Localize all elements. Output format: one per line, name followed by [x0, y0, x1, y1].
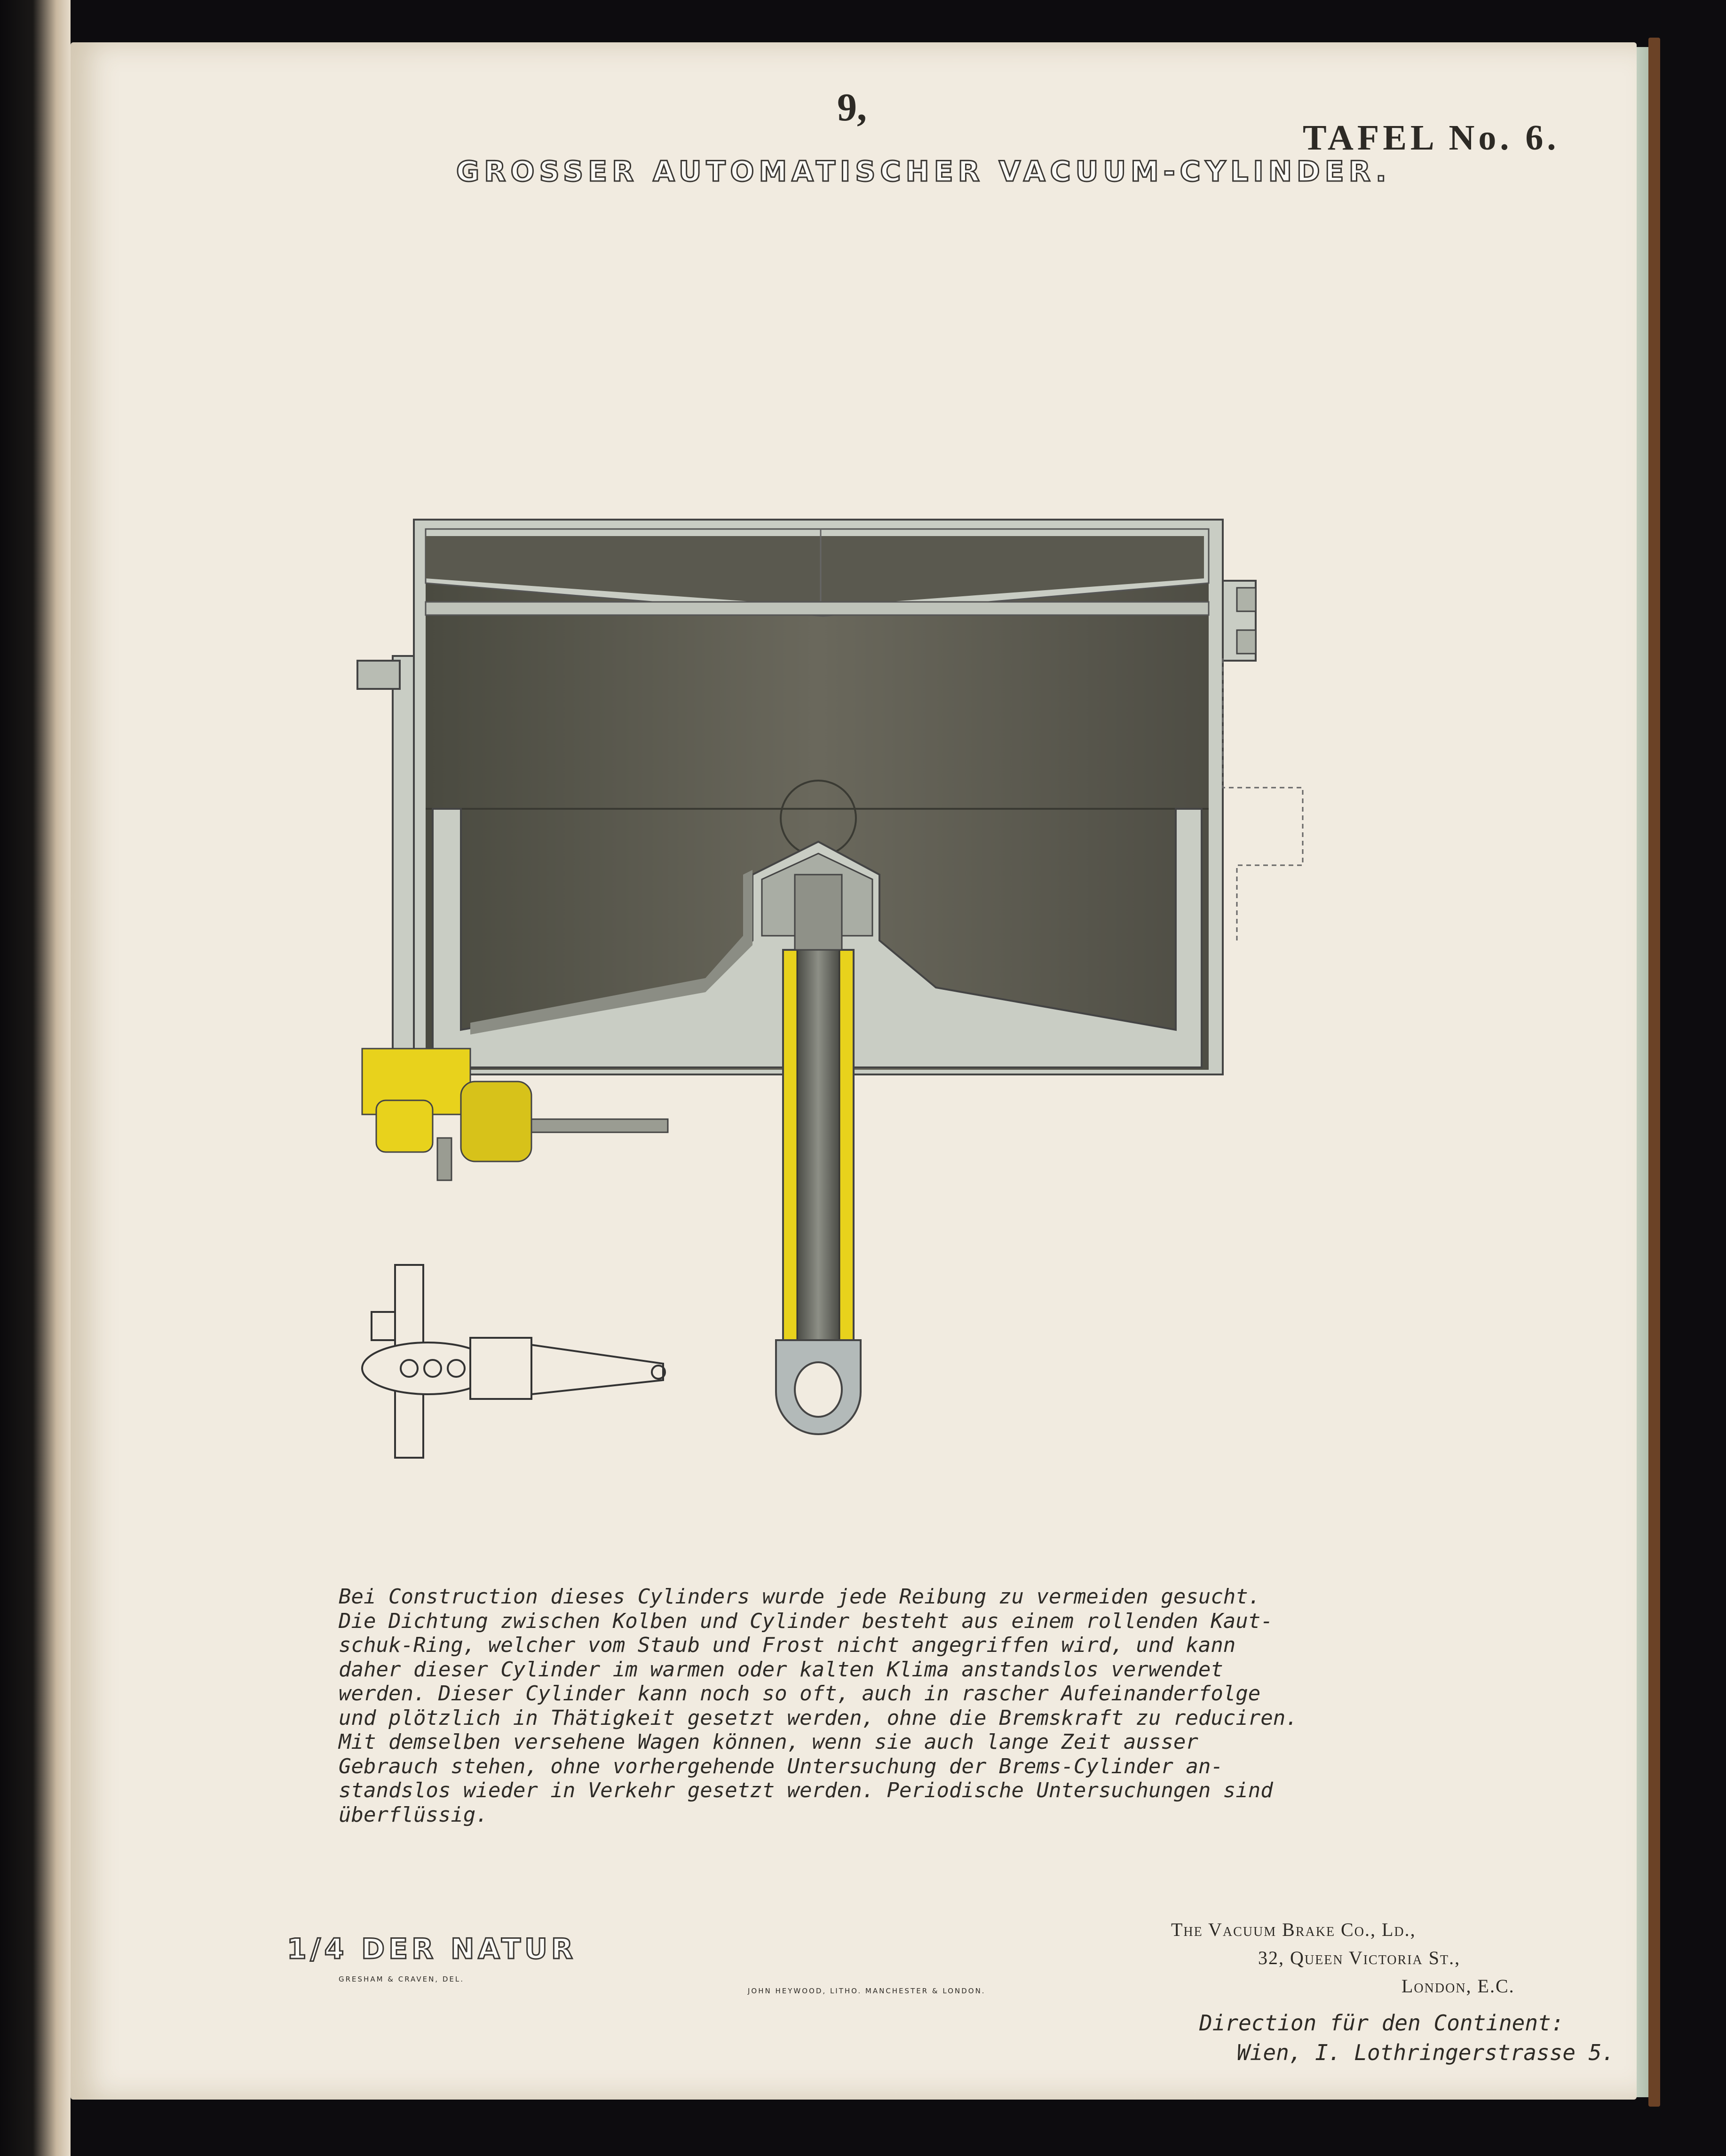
lithographer-credit: JOHN HEYWOOD, LITHO. MANCHESTER & LONDON.: [748, 1987, 986, 1995]
publisher-city: London, E.C.: [1401, 1975, 1515, 1997]
description-line: Bei Construction dieses Cylinders wurde jede Reibung zu vermeiden gesucht.: [339, 1585, 1261, 1609]
description-line: Gebrauch stehen, ohne vorhergehende Untersuchung der Brems-Cylinder an-: [339, 1754, 1223, 1778]
description-paragraph: [339, 1585, 1298, 1827]
tafel-number: TAFEL No. 6.: [1303, 118, 1560, 158]
description-line: werden. Dieser Cylinder kann noch so oft, auch in rascher Aufeinanderfolge: [339, 1682, 1261, 1706]
valve-side-view: [362, 1265, 665, 1458]
publisher-street: 32, Queen Victoria St.,: [1258, 1947, 1461, 1968]
plate-title: GROSSER AUTOMATISCHER VACUUM-CYLINDER.: [456, 155, 1391, 188]
description-line: Mit demselben versehene Wagen können, wenn sie auch lange Zeit ausser: [339, 1730, 1198, 1754]
plate-number: 9,: [837, 86, 867, 129]
continent-direction-label: Direction für den Continent:: [1199, 2010, 1564, 2036]
publisher-name: The Vacuum Brake Co., Ld.,: [1171, 1919, 1416, 1940]
piston-rod: [776, 875, 861, 1434]
description-line: standslos wieder in Verkehr gesetzt werden. Periodische Untersuchungen sind: [339, 1778, 1273, 1802]
description-line: und plötzlich in Thätigkeit gesetzt werden, ohne die Bremskraft zu reduciren.: [339, 1706, 1298, 1730]
description-line: Die Dichtung zwischen Kolben und Cylinder besteht aus einem rollenden Kaut-: [339, 1609, 1273, 1633]
description-line: daher dieser Cylinder im warmen oder kalten Klima anstandslos verwendet: [339, 1657, 1223, 1682]
continent-address: Wien, I. Lothringerstrasse 5.: [1237, 2040, 1615, 2065]
scale-label: 1/4 DER NATUR: [287, 1933, 577, 1966]
description-line: überflüssig.: [339, 1802, 488, 1827]
description-line: schuk-Ring, welcher vom Staub und Frost nicht angegriffen wird, und kann: [339, 1633, 1236, 1657]
delineator-credit: GRESHAM & CRAVEN, DEL.: [339, 1975, 464, 1983]
